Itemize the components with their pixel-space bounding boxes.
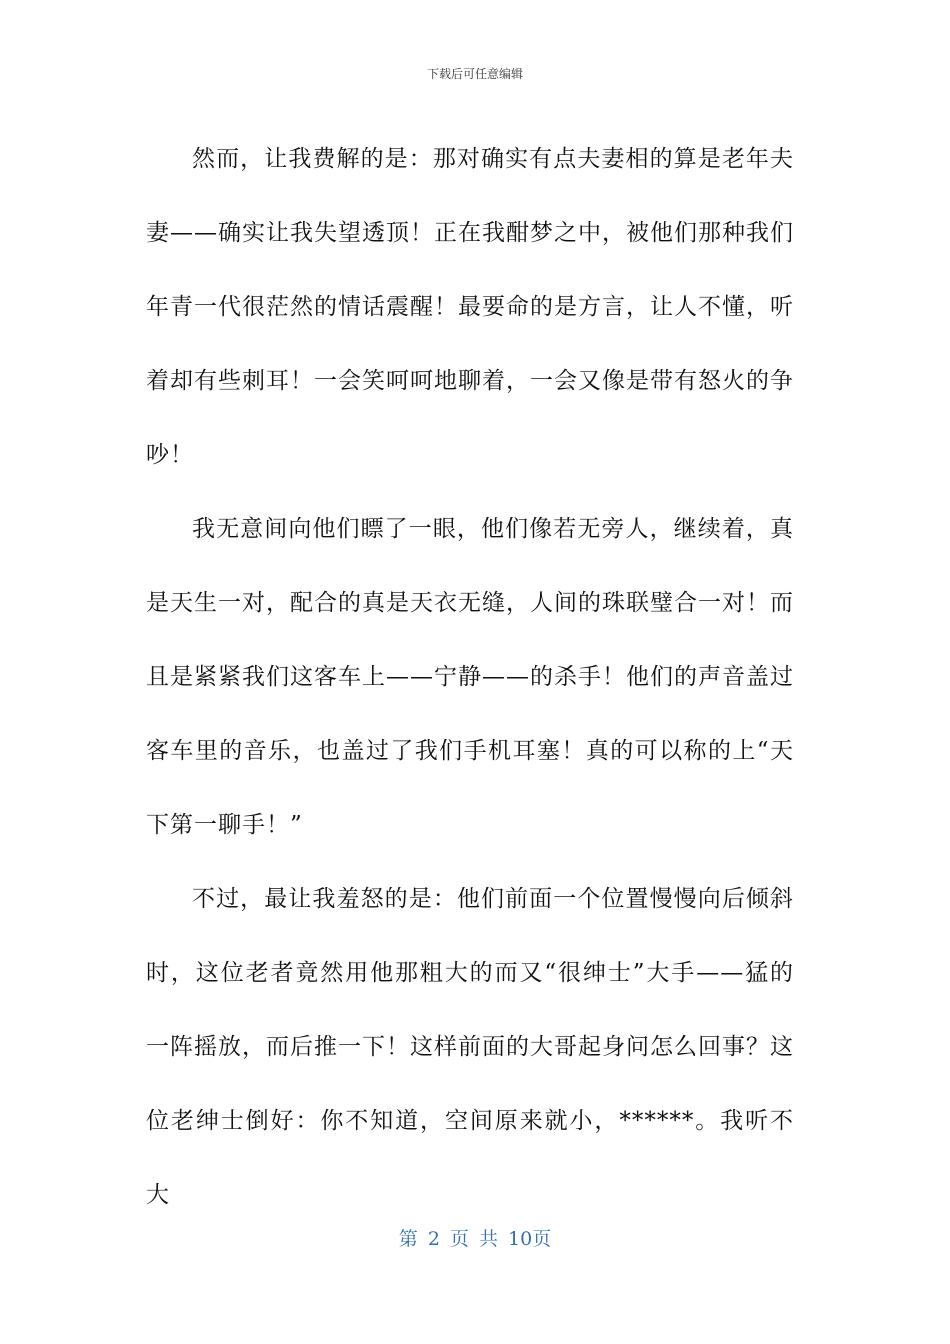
page-number-footer: 第 2 页 共 10页 [398, 1228, 552, 1250]
document-body [146, 122, 794, 1232]
page-header: 下载后可任意编辑 [426, 67, 523, 81]
paragraph-2: 我无意间向他们瞟了一眼，他们像若无旁人，继续着，真是天生一对，配合的真是天衣无缝，人间的珠联璧合一对！而且是紧紧我们这客车上——宁静——的杀手！他们的声音盖过客车里的音乐，也盖过了我们手机耳塞！真的可以称的上“天下第一聊手！” [146, 516, 794, 838]
paragraph-3: 不过，最让我羞怒的是：他们前面一个位置慢慢向后倾斜时，这位老者竟然用他那粗大的而又“很绅士”大手——猛的一阵摇放，而后推一下！这样前面的大哥起身问怎么回事？这位老绅士倒好：你不知道，空间原来就小，******。我听不大 [146, 886, 794, 1208]
paragraph-1: 然而，让我费解的是：那对确实有点夫妻相的算是老年夫妻——确实让我失望透顶！正在我酣梦之中，被他们那种我们年青一代很茫然的情话震醒！最要命的是方言，让人不懂，听着却有些刺耳！一会笑呵呵地聊着，一会又像是带有怒火的争吵！ [146, 146, 794, 468]
